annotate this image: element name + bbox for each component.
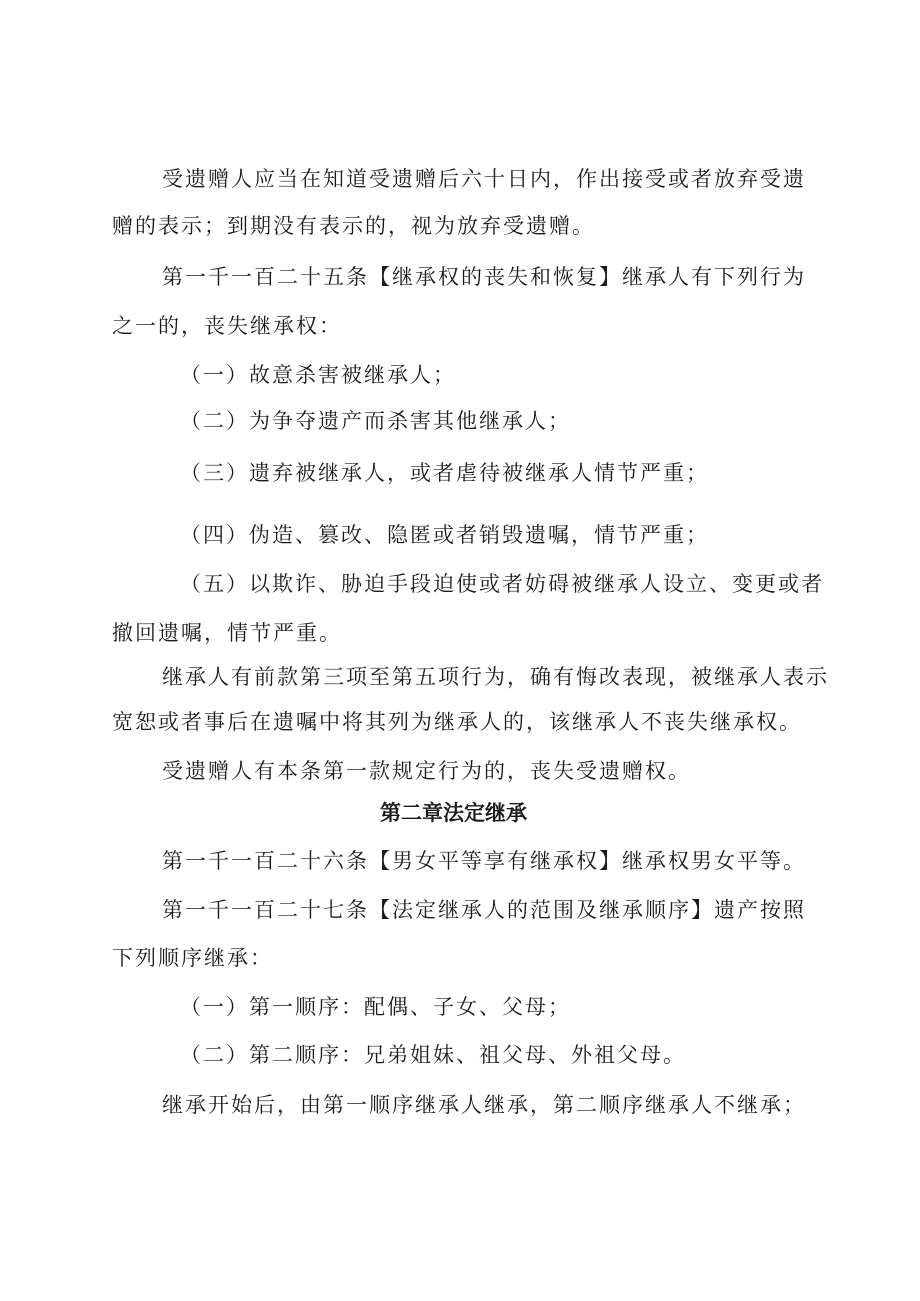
article-1126-line: 第一千一百二十六条【男女平等享有继承权】继承权男女平等。 [162,849,806,873]
paragraph-line: 继承开始后，由第一顺序继承人继承，第二顺序继承人不继承； [162,1093,806,1117]
article-1127-line: 第一千一百二十七条【法定继承人的范围及继承顺序】遗产按照 [162,898,806,922]
paragraph-line: 受遗赠人有本条第一款规定行为的，丧失受遗赠权。 [162,759,691,783]
order-item-2: （二）第二顺序：兄弟姐妹、祖父母、外祖父母。 [180,1043,686,1067]
paragraph-line: 撤回遗嘱，情节严重。 [112,621,342,645]
chapter-heading: 第二章法定继承 [380,801,527,825]
order-item-1: （一）第一顺序：配偶、子女、父母； [180,995,571,1019]
list-item-5: （五）以欺诈、胁迫手段迫使或者妨碍被继承人设立、变更或者 [180,572,824,596]
list-item-2: （二）为争夺遗产而杀害其他继承人； [180,409,571,433]
list-item-1: （一）故意杀害被继承人； [180,363,456,387]
list-item-4: （四）伪造、篡改、隐匿或者销毁遗嘱，情节严重； [180,523,709,547]
paragraph-line: 下列顺序继承： [112,946,273,970]
paragraph-line: 赠的表示；到期没有表示的，视为放弃受遗赠。 [112,214,595,238]
list-item-3: （三）遗弃被继承人，或者虐待被继承人情节严重； [180,461,709,485]
paragraph-line: 受遗赠人应当在知道受遗赠后六十日内，作出接受或者放弃受遗 [162,167,806,191]
paragraph-line: 宽恕或者事后在遗嘱中将其列为继承人的，该继承人不丧失继承权。 [112,710,802,734]
article-1125-line: 第一千一百二十五条【继承权的丧失和恢复】继承人有下列行为 [162,265,806,289]
paragraph-line: 继承人有前款第三项至第五项行为，确有悔改表现，被继承人表示 [162,665,829,689]
paragraph-line: 之一的，丧失继承权： [112,314,342,338]
